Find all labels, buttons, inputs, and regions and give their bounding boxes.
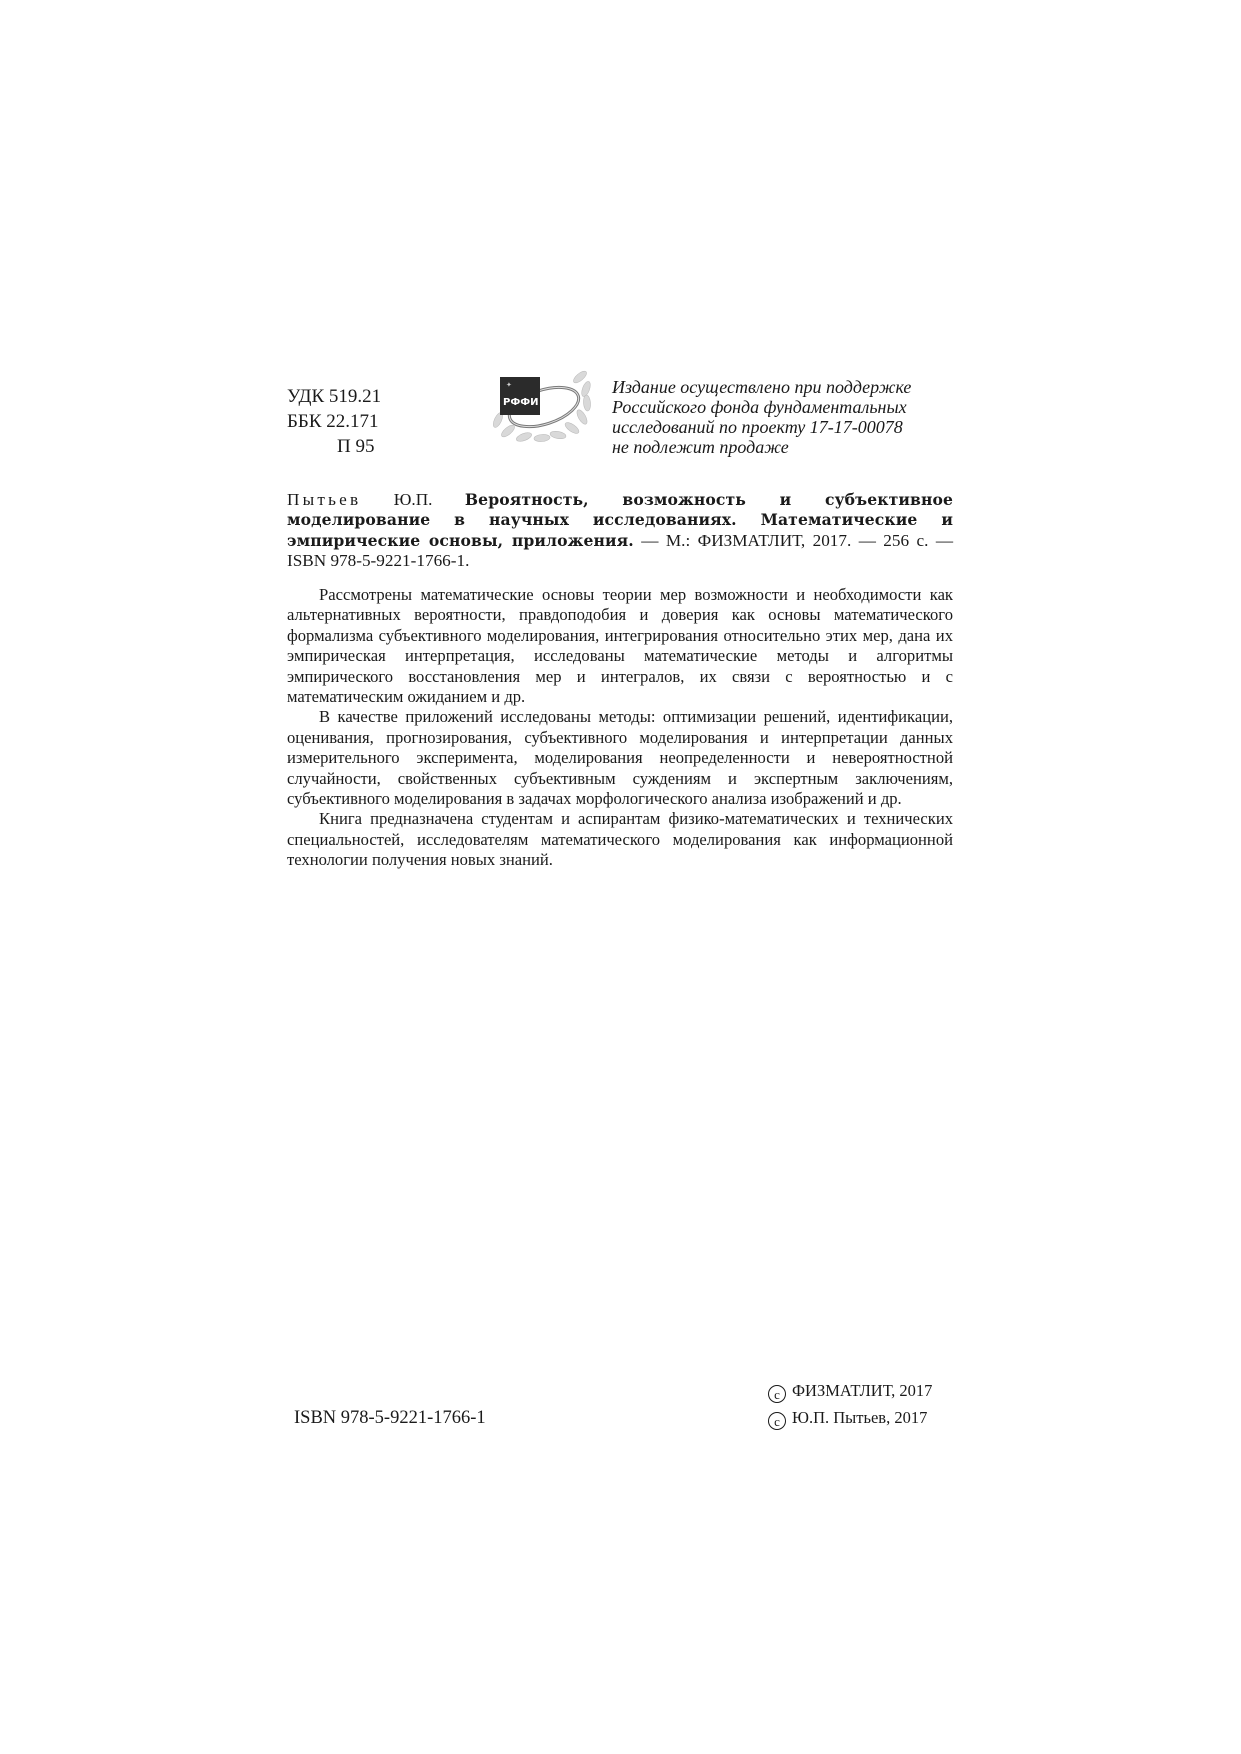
support-note-line: Российского фонда фундаментальных: [612, 397, 907, 417]
udk-code: УДК 519.21: [287, 386, 382, 407]
copyright-line: [768, 1377, 932, 1404]
isbn-number: ISBN 978-5-9221-1766-1: [294, 1408, 486, 1428]
bbk-code: ББК 22.171: [287, 411, 379, 432]
svg-text:✦: ✦: [506, 381, 512, 389]
logo-text: РФФИ: [503, 397, 539, 408]
classification-codes: [287, 384, 381, 459]
author-surname: Пытьев: [287, 490, 362, 509]
abstract-paragraph: Рассмотрены математические основы теории мер возможности и необходимости как альтернативных вероятности, правдоподобия и доверия как основы математического формализма субъективного моделирования, интегрирования относительно этих мер, дана их эмпирическая интерпретация, исследованы математические методы и алгоритмы эмпирического восстановления мер и интегралов, их связи с вероятностью и с математическим ожиданием и др.: [287, 585, 953, 707]
copyright-holder: Ю.П. Пытьев, 2017: [792, 1408, 928, 1427]
support-note-line: не подлежит продаже: [612, 437, 789, 457]
copyright-icon: c: [768, 1385, 786, 1403]
bibliographic-record: [287, 490, 953, 572]
abstract: [287, 585, 953, 871]
abstract-paragraph: Книга предназначена студентам и аспирантам физико-математических и технических специальностей, исследователям математического моделирования как информационной технологии получения новых знаний.: [287, 809, 953, 870]
author-mark: П 95: [337, 436, 375, 457]
imprint: — М.: ФИЗМАТЛИТ, 2017. — 256 с. — ISBN 978-5-9221-1766-1.: [287, 530, 954, 571]
author-initials: Ю.П.: [393, 490, 433, 509]
copyright-line: [768, 1404, 932, 1431]
abstract-paragraph: В качестве приложений исследованы методы: оптимизации решений, идентификации, оценивания, прогнозирования, субъективного моделирования и интерпретации данных измерительного эксперимента, моделирования неопределенности и невероятностной случайности, свойственных субъективным суждениям и экспертным заключениям, субъективного моделирования в задачах морфологического анализа изображений и др.: [287, 707, 953, 809]
copyright-block: [768, 1377, 932, 1431]
support-note: [612, 377, 972, 457]
rffi-logo-icon: [488, 363, 594, 447]
copyright-holder: ФИЗМАТЛИТ, 2017: [792, 1381, 933, 1400]
support-note-line: исследований по проекту 17-17-00078: [612, 417, 903, 437]
copyright-icon: c: [768, 1412, 786, 1430]
support-note-line: Издание осуществлено при поддержке: [612, 377, 912, 397]
book-title: Вероятность, возможность и субъективное моделирование в научных исследованиях. Математические и эмпирические основы, приложения.: [287, 490, 954, 550]
